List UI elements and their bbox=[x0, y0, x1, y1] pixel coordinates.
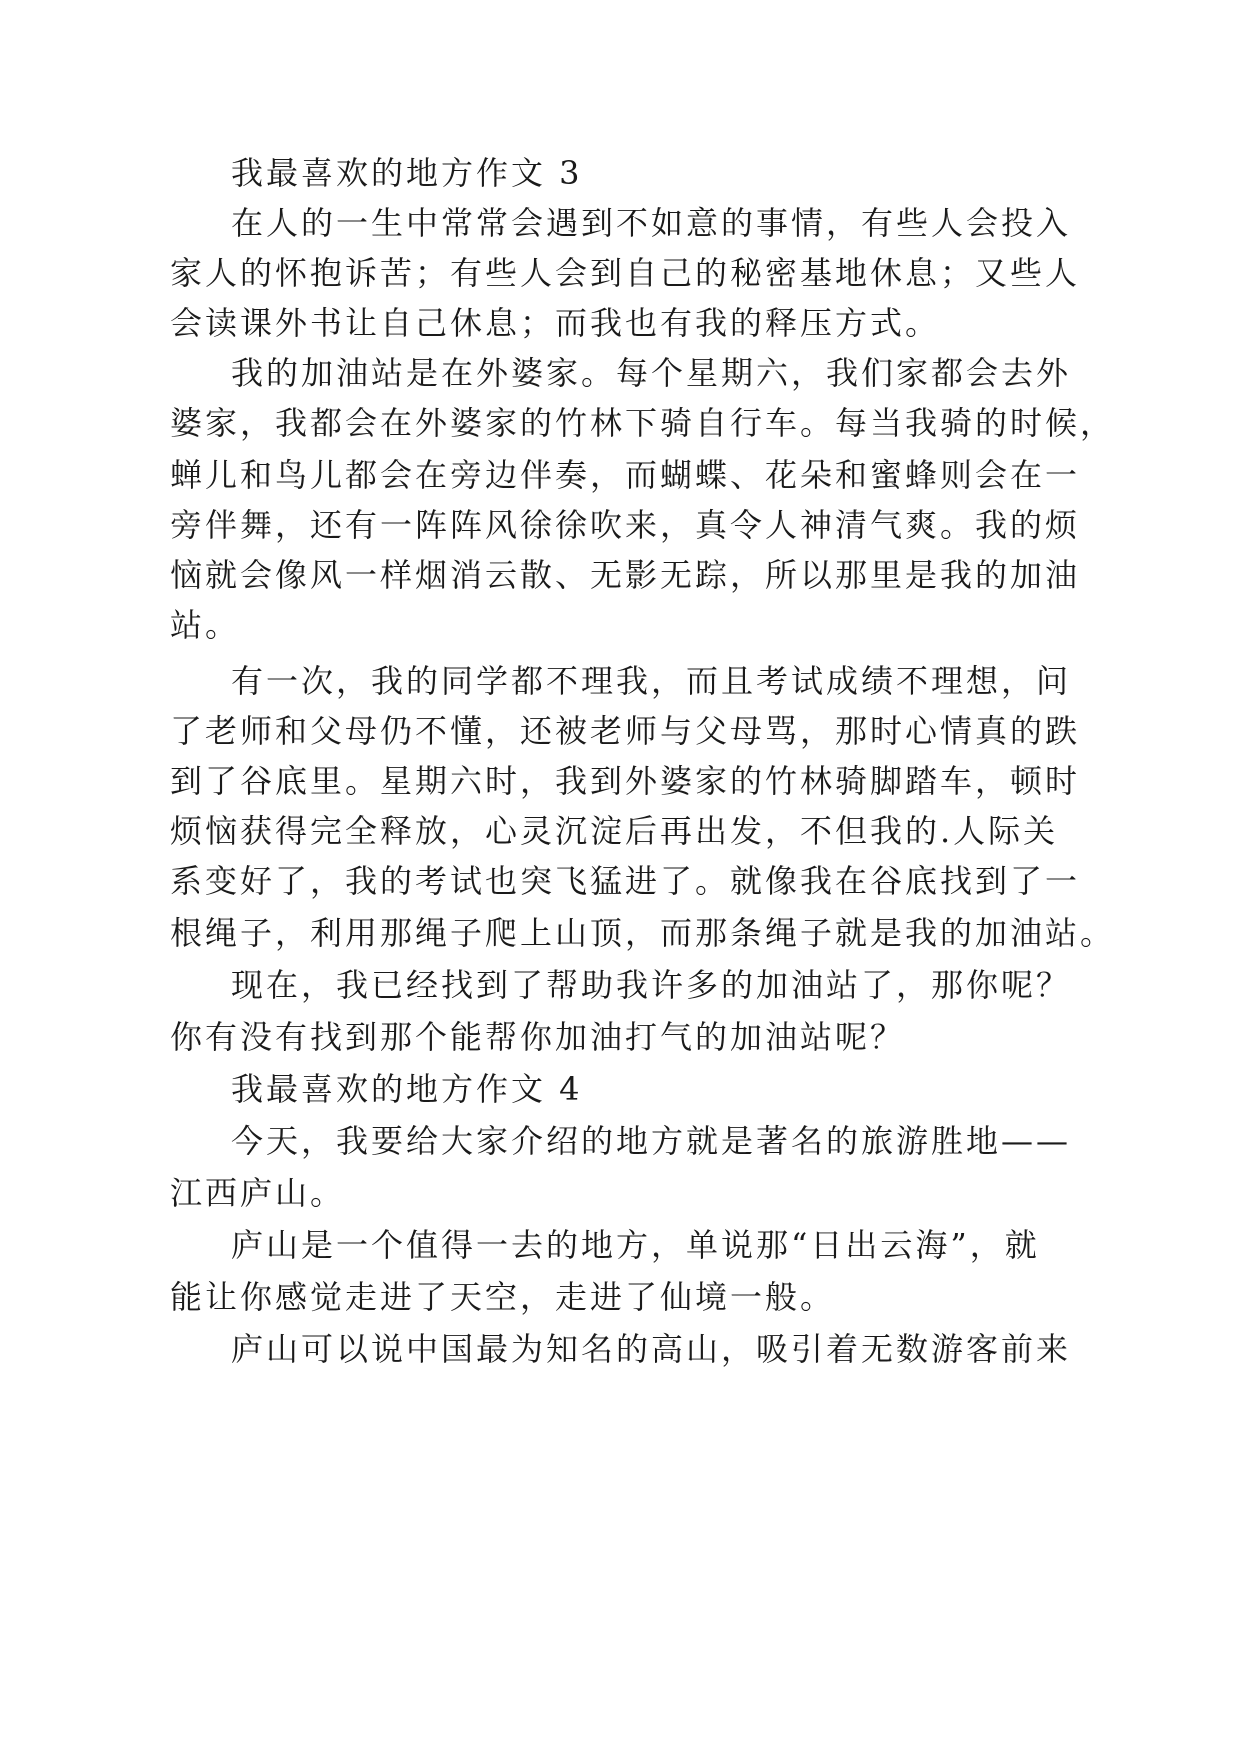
paragraph-line: 根绳子，利用那绳子爬上山顶，而那条绳子就是我的加油站。 bbox=[170, 914, 1116, 952]
paragraph-line: 能让你感觉走进了天空，走进了仙境一般。 bbox=[170, 1278, 836, 1316]
paragraph-line: 我的加油站是在外婆家。每个星期六，我们家都会去外 bbox=[231, 354, 1072, 392]
paragraph-line: 庐山可以说中国最为知名的高山，吸引着无数游客前来 bbox=[231, 1330, 1072, 1368]
paragraph-line: 站。 bbox=[170, 606, 241, 644]
paragraph-line: 恼就会像风一样烟消云散、无影无踪，所以那里是我的加油 bbox=[170, 556, 1081, 594]
paragraph-line: 蝉儿和鸟儿都会在旁边伴奏，而蝴蝶、花朵和蜜蜂则会在一 bbox=[170, 456, 1081, 494]
paragraph-line: 家人的怀抱诉苦；有些人会到自己的秘密基地休息；又些人 bbox=[170, 254, 1081, 292]
paragraph-line: 烦恼获得完全释放，心灵沉淀后再出发，不但我的.人际关 bbox=[170, 812, 1059, 850]
paragraph-line: 你有没有找到那个能帮你加油打气的加油站呢？ bbox=[170, 1018, 906, 1056]
paragraph-line: 有一次，我的同学都不理我，而且考试成绩不理想，问 bbox=[231, 662, 1072, 700]
paragraph-line: 江西庐山。 bbox=[170, 1174, 346, 1212]
paragraph-line: 今天，我要给大家介绍的地方就是著名的旅游胜地—— bbox=[231, 1122, 1072, 1160]
paragraph-line: 系变好了，我的考试也突飞猛进了。就像我在谷底找到了一 bbox=[170, 862, 1081, 900]
paragraph-line: 庐山是一个值得一去的地方，单说那“日出云海”，就 bbox=[231, 1226, 1040, 1264]
paragraph-line: 现在，我已经找到了帮助我许多的加油站了，那你呢？ bbox=[231, 966, 1072, 1004]
essay-title-4: 我最喜欢的地方作文 4 bbox=[231, 1070, 583, 1108]
paragraph-line: 会读课外书让自己休息；而我也有我的释压方式。 bbox=[170, 304, 941, 342]
paragraph-line: 了老师和父母仍不懂，还被老师与父母骂，那时心情真的跌 bbox=[170, 712, 1081, 750]
essay-title-3: 我最喜欢的地方作文 3 bbox=[231, 154, 583, 192]
paragraph-line: 在人的一生中常常会遇到不如意的事情，有些人会投入 bbox=[231, 204, 1072, 242]
paragraph-line: 旁伴舞，还有一阵阵风徐徐吹来，真令人神清气爽。我的烦 bbox=[170, 506, 1081, 544]
paragraph-line: 到了谷底里。星期六时，我到外婆家的竹林骑脚踏车，顿时 bbox=[170, 762, 1081, 800]
paragraph-line: 婆家，我都会在外婆家的竹林下骑自行车。每当我骑的时候， bbox=[170, 404, 1116, 442]
